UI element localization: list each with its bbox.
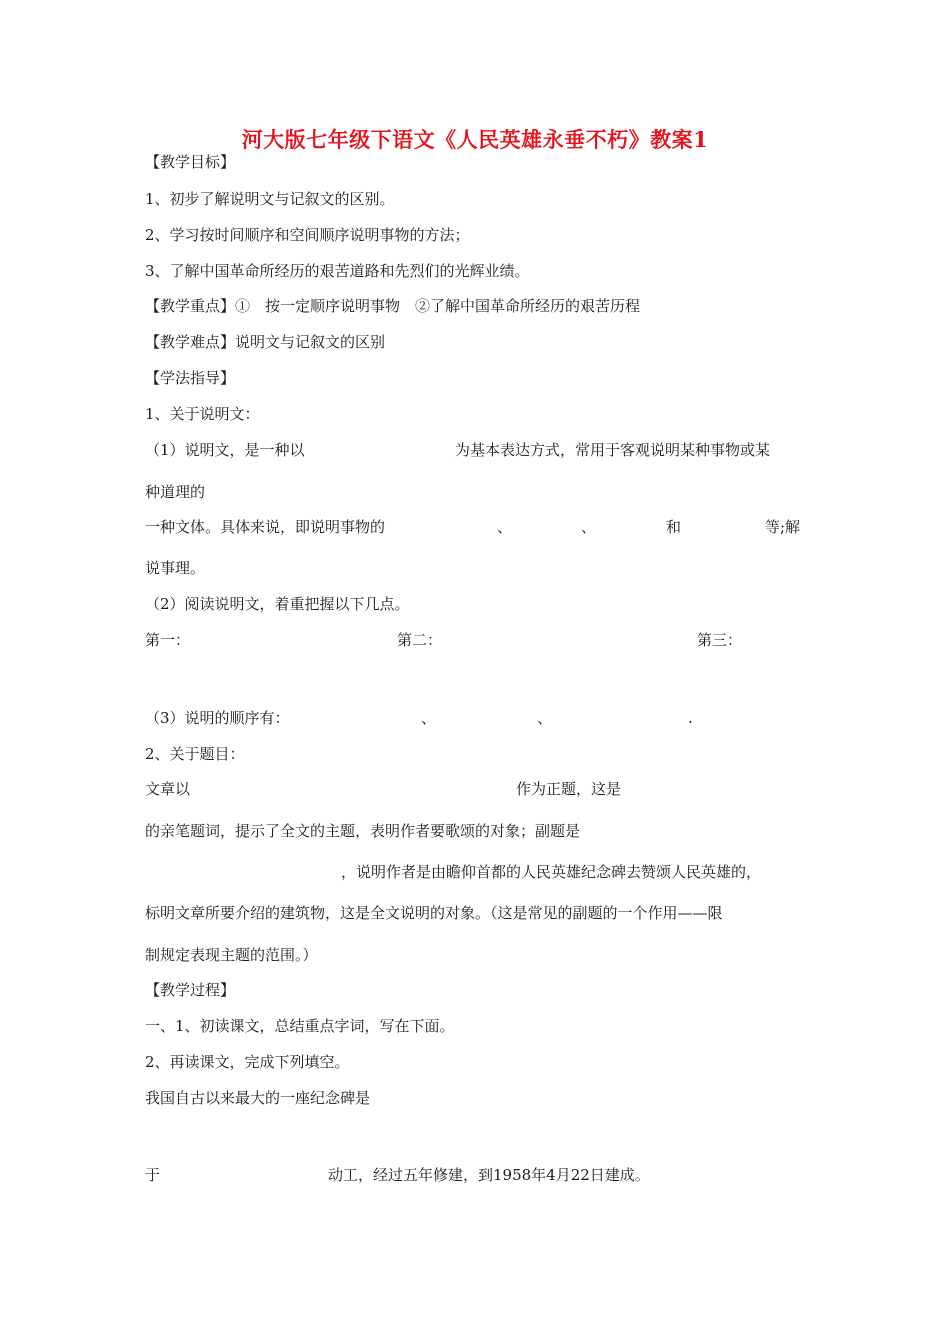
- title-line-5: 制规定表现主题的范围。）: [145, 946, 318, 964]
- process-step-2: 2、再读课文，完成下列填空。: [145, 1053, 350, 1071]
- difficulty: 【教学难点】说明文与记叙文的区别: [145, 333, 386, 351]
- definition-part-e: 说事理。: [145, 559, 206, 577]
- point-first: 第一：: [145, 631, 191, 649]
- point-second: 第二：: [397, 631, 443, 649]
- point-third: 第三：: [697, 631, 743, 649]
- etc-word: 等;解: [765, 518, 801, 536]
- process-step-1: 一、1、初读课文，总结重点字词，写在下面。: [145, 1017, 455, 1035]
- goal-item-2: 2、学习按时间顺序和空间顺序说明事物的方法；: [145, 226, 470, 244]
- title-line-4: 标明文章所要介绍的建筑物，这是全文说明的对象。（这是常见的副题的一个作用——限: [145, 904, 723, 922]
- goal-item-1: 1、初步了解说明文与记叙文的区别。: [145, 190, 395, 208]
- reading-points: （2）阅读说明文，着重把握以下几点。: [145, 595, 410, 613]
- definition-part-d: 一种文体。具体来说，即说明事物的: [145, 518, 386, 536]
- definition-part-c: 种道理的: [145, 483, 206, 501]
- goal-item-3: 3、了解中国革命所经历的艰苦道路和先烈们的光辉业绩。: [145, 262, 530, 280]
- order-end: .: [688, 709, 693, 727]
- title-line-1a: 文章以: [145, 780, 191, 798]
- method-heading: 【学法指导】: [145, 369, 236, 387]
- definition-part-a: （1）说明文，是一种以: [145, 441, 305, 459]
- title-line-1b: 作为正题，这是: [516, 780, 622, 798]
- fill-line-2a: 于: [145, 1166, 161, 1184]
- title-line-3: ，说明作者是由瞻仰首都的人民英雄纪念碑去赞颂人民英雄的，: [341, 863, 762, 881]
- separator: 、: [497, 518, 513, 536]
- separator: 、: [581, 518, 597, 536]
- separator: 、: [421, 709, 437, 727]
- about-expository: 1、关于说明文：: [145, 405, 260, 423]
- process-heading: 【教学过程】: [145, 981, 236, 999]
- about-title: 2、关于题目：: [145, 745, 245, 763]
- fill-line-2b: 动工，经过五年修建，到1958年4月22日建成。: [328, 1166, 650, 1184]
- order-label: （3）说明的顺序有：: [145, 709, 290, 727]
- and-word: 和: [666, 518, 682, 536]
- document-title: 河大版七年级下语文《人民英雄永垂不朽》教案1: [241, 127, 709, 152]
- key-points: 【教学重点】① 按一定顺序说明事物 ②了解中国革命所经历的艰苦历程: [145, 297, 641, 315]
- goals-heading: 【教学目标】: [145, 153, 236, 171]
- title-line-2: 的亲笔题词，提示了全文的主题，表明作者要歌颂的对象；副题是: [145, 822, 581, 840]
- fill-line-1: 我国自古以来最大的一座纪念碑是: [145, 1089, 371, 1107]
- separator: 、: [537, 709, 553, 727]
- definition-part-b: 为基本表达方式，常用于客观说明某种事物或某: [455, 441, 771, 459]
